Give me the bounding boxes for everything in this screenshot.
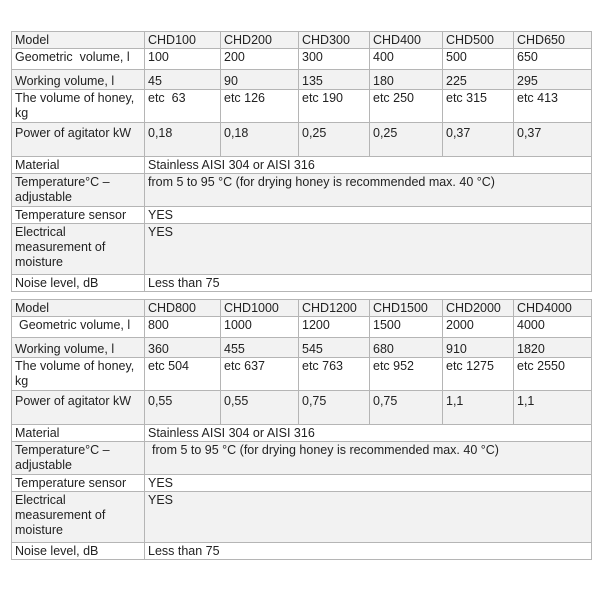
value-cell: etc 504 xyxy=(145,358,221,391)
value-cell: etc 126 xyxy=(221,90,299,123)
value-cell: 100 xyxy=(145,49,221,70)
value-cell: 1200 xyxy=(299,317,370,338)
value-cell: 0,25 xyxy=(370,123,443,157)
row-label-working-volume: Working volume, l xyxy=(12,338,145,358)
table-row-material xyxy=(12,157,592,174)
table-row-working-volume xyxy=(12,338,592,358)
row-label-moisture-measurement: Electrical measurement of moisture xyxy=(12,492,145,543)
model-cell: CHD2000 xyxy=(443,300,514,317)
value-cell: 1,1 xyxy=(443,391,514,425)
table-row-material xyxy=(12,425,592,442)
row-label-geometric-volume: Geometric volume, l xyxy=(12,49,145,70)
row-label-temperature: Temperature°C – adjustable xyxy=(12,174,145,207)
value-cell: 0,18 xyxy=(221,123,299,157)
value-cell: etc 190 xyxy=(299,90,370,123)
value-cell: 800 xyxy=(145,317,221,338)
row-label-model: Model xyxy=(12,32,145,49)
row-label-material: Material xyxy=(12,157,145,174)
value-cell: 90 xyxy=(221,70,299,90)
table-row-temperature xyxy=(12,442,592,475)
row-label-agitator-power: Power of agitator kW xyxy=(12,391,145,425)
model-cell: CHD800 xyxy=(145,300,221,317)
value-cell: 680 xyxy=(370,338,443,358)
row-label-honey-volume: The volume of honey, kg xyxy=(12,358,145,391)
value-cell-moisture-measurement: YES xyxy=(145,492,592,543)
table-row-moisture-measurement xyxy=(12,492,592,543)
model-cell: CHD200 xyxy=(221,32,299,49)
value-cell: 455 xyxy=(221,338,299,358)
value-cell: 0,37 xyxy=(443,123,514,157)
value-cell: 295 xyxy=(514,70,592,90)
table-row-agitator-power xyxy=(12,123,592,157)
table-row-honey-volume xyxy=(12,90,592,123)
spec-sheet xyxy=(4,0,596,575)
row-label-temperature: Temperature°C – adjustable xyxy=(12,442,145,475)
value-cell: etc 315 xyxy=(443,90,514,123)
model-cell: CHD500 xyxy=(443,32,514,49)
row-label-model: Model xyxy=(12,300,145,317)
row-label-moisture-measurement: Electrical measurement of moisture xyxy=(12,224,145,275)
value-cell-material: Stainless AISI 304 or AISI 316 xyxy=(145,425,592,442)
model-cell: CHD1500 xyxy=(370,300,443,317)
table-row-temperature-sensor xyxy=(12,475,592,492)
model-cell: CHD100 xyxy=(145,32,221,49)
value-cell-noise-level: Less than 75 xyxy=(145,275,592,292)
model-cell: CHD300 xyxy=(299,32,370,49)
value-cell-moisture-measurement: YES xyxy=(145,224,592,275)
value-cell: 0,55 xyxy=(221,391,299,425)
value-cell: 1820 xyxy=(514,338,592,358)
spec-table-chd100-650 xyxy=(11,31,592,292)
value-cell-temperature-sensor: YES xyxy=(145,207,592,224)
table-row-temperature xyxy=(12,174,592,207)
value-cell: 300 xyxy=(299,49,370,70)
table-row-geometric-volume xyxy=(12,49,592,70)
value-cell: etc 63 xyxy=(145,90,221,123)
value-cell-temperature-sensor: YES xyxy=(145,475,592,492)
table-row-noise-level xyxy=(12,275,592,292)
value-cell: 650 xyxy=(514,49,592,70)
row-label-agitator-power: Power of agitator kW xyxy=(12,123,145,157)
value-cell: 0,37 xyxy=(514,123,592,157)
model-cell: CHD1000 xyxy=(221,300,299,317)
value-cell: etc 2550 xyxy=(514,358,592,391)
value-cell-temperature: from 5 to 95 °C (for drying honey is recommended max. 40 °C) xyxy=(145,174,592,207)
table-row-agitator-power xyxy=(12,391,592,425)
value-cell: 0,25 xyxy=(299,123,370,157)
value-cell: 180 xyxy=(370,70,443,90)
model-cell: CHD1200 xyxy=(299,300,370,317)
table-row-noise-level xyxy=(12,543,592,560)
value-cell: 135 xyxy=(299,70,370,90)
value-cell-noise-level: Less than 75 xyxy=(145,543,592,560)
model-cell: CHD400 xyxy=(370,32,443,49)
value-cell: 0,75 xyxy=(370,391,443,425)
row-label-noise-level: Noise level, dB xyxy=(12,275,145,292)
value-cell-temperature: from 5 to 95 °C (for drying honey is recommended max. 40 °C) xyxy=(145,442,592,475)
table-row-working-volume xyxy=(12,70,592,90)
value-cell: 225 xyxy=(443,70,514,90)
row-label-noise-level: Noise level, dB xyxy=(12,543,145,560)
table-row-temperature-sensor xyxy=(12,207,592,224)
value-cell: 0,55 xyxy=(145,391,221,425)
row-label-working-volume: Working volume, l xyxy=(12,70,145,90)
value-cell: 2000 xyxy=(443,317,514,338)
value-cell: 360 xyxy=(145,338,221,358)
value-cell: etc 250 xyxy=(370,90,443,123)
table-row-model xyxy=(12,300,592,317)
model-cell: CHD4000 xyxy=(514,300,592,317)
table-row-honey-volume xyxy=(12,358,592,391)
table-row-moisture-measurement xyxy=(12,224,592,275)
value-cell: etc 763 xyxy=(299,358,370,391)
row-label-material: Material xyxy=(12,425,145,442)
value-cell-material: Stainless AISI 304 or AISI 316 xyxy=(145,157,592,174)
row-label-temperature-sensor: Temperature sensor xyxy=(12,475,145,492)
row-label-geometric-volume: Geometric volume, l xyxy=(12,317,145,338)
value-cell: 1,1 xyxy=(514,391,592,425)
value-cell: 500 xyxy=(443,49,514,70)
model-cell: CHD650 xyxy=(514,32,592,49)
spec-table-chd800-4000 xyxy=(11,299,592,560)
value-cell: 1500 xyxy=(370,317,443,338)
value-cell: 400 xyxy=(370,49,443,70)
table-row-model xyxy=(12,32,592,49)
value-cell: etc 952 xyxy=(370,358,443,391)
row-label-honey-volume: The volume of honey, kg xyxy=(12,90,145,123)
page-bottom-margin xyxy=(0,576,600,600)
value-cell: etc 1275 xyxy=(443,358,514,391)
value-cell: 0,75 xyxy=(299,391,370,425)
value-cell: 200 xyxy=(221,49,299,70)
row-label-temperature-sensor: Temperature sensor xyxy=(12,207,145,224)
value-cell: 910 xyxy=(443,338,514,358)
value-cell: 1000 xyxy=(221,317,299,338)
value-cell: 45 xyxy=(145,70,221,90)
value-cell: 0,18 xyxy=(145,123,221,157)
value-cell: etc 637 xyxy=(221,358,299,391)
value-cell: etc 413 xyxy=(514,90,592,123)
value-cell: 4000 xyxy=(514,317,592,338)
table-row-geometric-volume xyxy=(12,317,592,338)
value-cell: 545 xyxy=(299,338,370,358)
